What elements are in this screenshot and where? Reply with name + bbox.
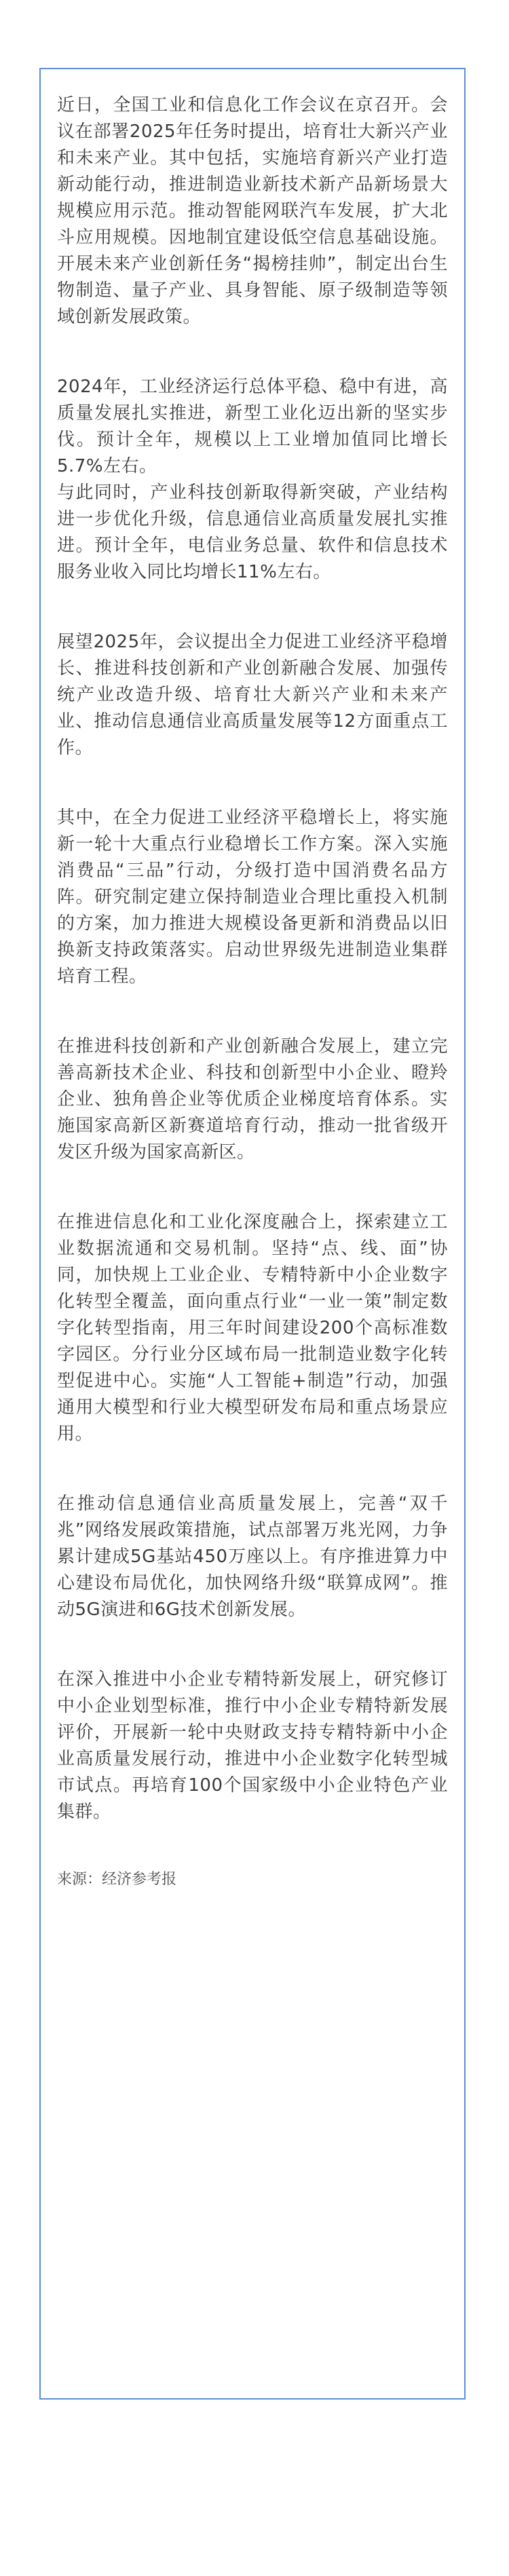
paragraph-innovation: 与此同时，产业科技创新取得新突破，产业结构进一步优化升级，信息通信业高质量发展扎实推进。预计全年，电信业务总量、软件和信息技术服务业收入同比均增长11%左右。 xyxy=(57,482,448,582)
article-frame xyxy=(39,68,466,2400)
source-credit: 来源：经济参考报 xyxy=(57,1871,177,1888)
paragraph-intro: 近日，全国工业和信息化工作会议在京召开。会议在部署2025年任务时提出，培育壮大新兴产业和未来产业。其中包括，实施培育新兴产业打造新动能行动，推进制造业新技术新产品新场景大规模应用示范。推动智能网联汽车发展，扩大北斗应用规模。因地制宜建设低空信息基础设施。开展未来产业创新任务“揭榜挂帅”，制定出台生物制造、量子产业、具身智能、原子级制造等领域创新发展政策。 xyxy=(57,95,448,327)
paragraph-digitalization: 在推进信息化和工业化深度融合上，探索建立工业数据流通和交易机制。坚持“点、线、面”协同，加快规上工业企业、专精特新中小企业数字化转型全覆盖，面向重点行业“一业一策”制定数字化转型指南，用三年时间建设200个高标准数字园区。分行业分区域布局一批制造业数字化转型促进中心。实施“人工智能+制造”行动，加强通用大模型和行业大模型研发布局和重点场景应用。 xyxy=(57,1212,448,1444)
paragraph-tech-innovation: 在推进科技创新和产业创新融合发展上，建立完善高新技术企业、科技和创新型中小企业、瞪羚企业、独角兽企业等优质企业梯度培育体系。实施国家高新区新赛道培育行动，推动一批省级开发区升级为国家高新区。 xyxy=(57,1036,448,1162)
paragraph-stable-growth: 其中，在全力促进工业经济平稳增长上，将实施新一轮十大重点行业稳增长工作方案。深入实施消费品“三品”行动，分级打造中国消费名品方阵。研究制定建立保持制造业合理比重投入机制的方案，加力推进大规模设备更新和消费品以旧换新支持政策落实。启动世界级先进制造业集群培育工程。 xyxy=(57,808,448,987)
paragraph-sme: 在深入推进中小企业专精特新发展上，研究修订中小企业划型标准，推行中小企业专精特新发展评价，开展新一轮中央财政支持专精特新中小企业高质量发展行动，推进中小企业数字化转型城市试点。再培育100个国家级中小企业特色产业集群。 xyxy=(57,1669,448,1822)
paragraph-telecom: 在推动信息通信业高质量发展上，完善“双千兆”网络发展政策措施，试点部署万兆光网，力争累计建成5G基站450万座以上。有序推进算力中心建设布局优化，加快网络升级“联算成网”。推动5G演进和6G技术创新发展。 xyxy=(57,1494,448,1620)
paragraph-outlook-2025: 展望2025年，会议提出全力促进工业经济平稳增长、推进科技创新和产业创新融合发展、加强传统产业改造升级、培育壮大新兴产业和未来产业、推动信息通信业高质量发展等12方面重点工作。 xyxy=(57,632,448,758)
paragraph-2024-overview: 2024年，工业经济运行总体平稳、稳中有进，高质量发展扎实推进，新型工业化迈出新的坚实步伐。预计全年，规模以上工业增加值同比增长5.7%左右。 xyxy=(57,377,448,476)
